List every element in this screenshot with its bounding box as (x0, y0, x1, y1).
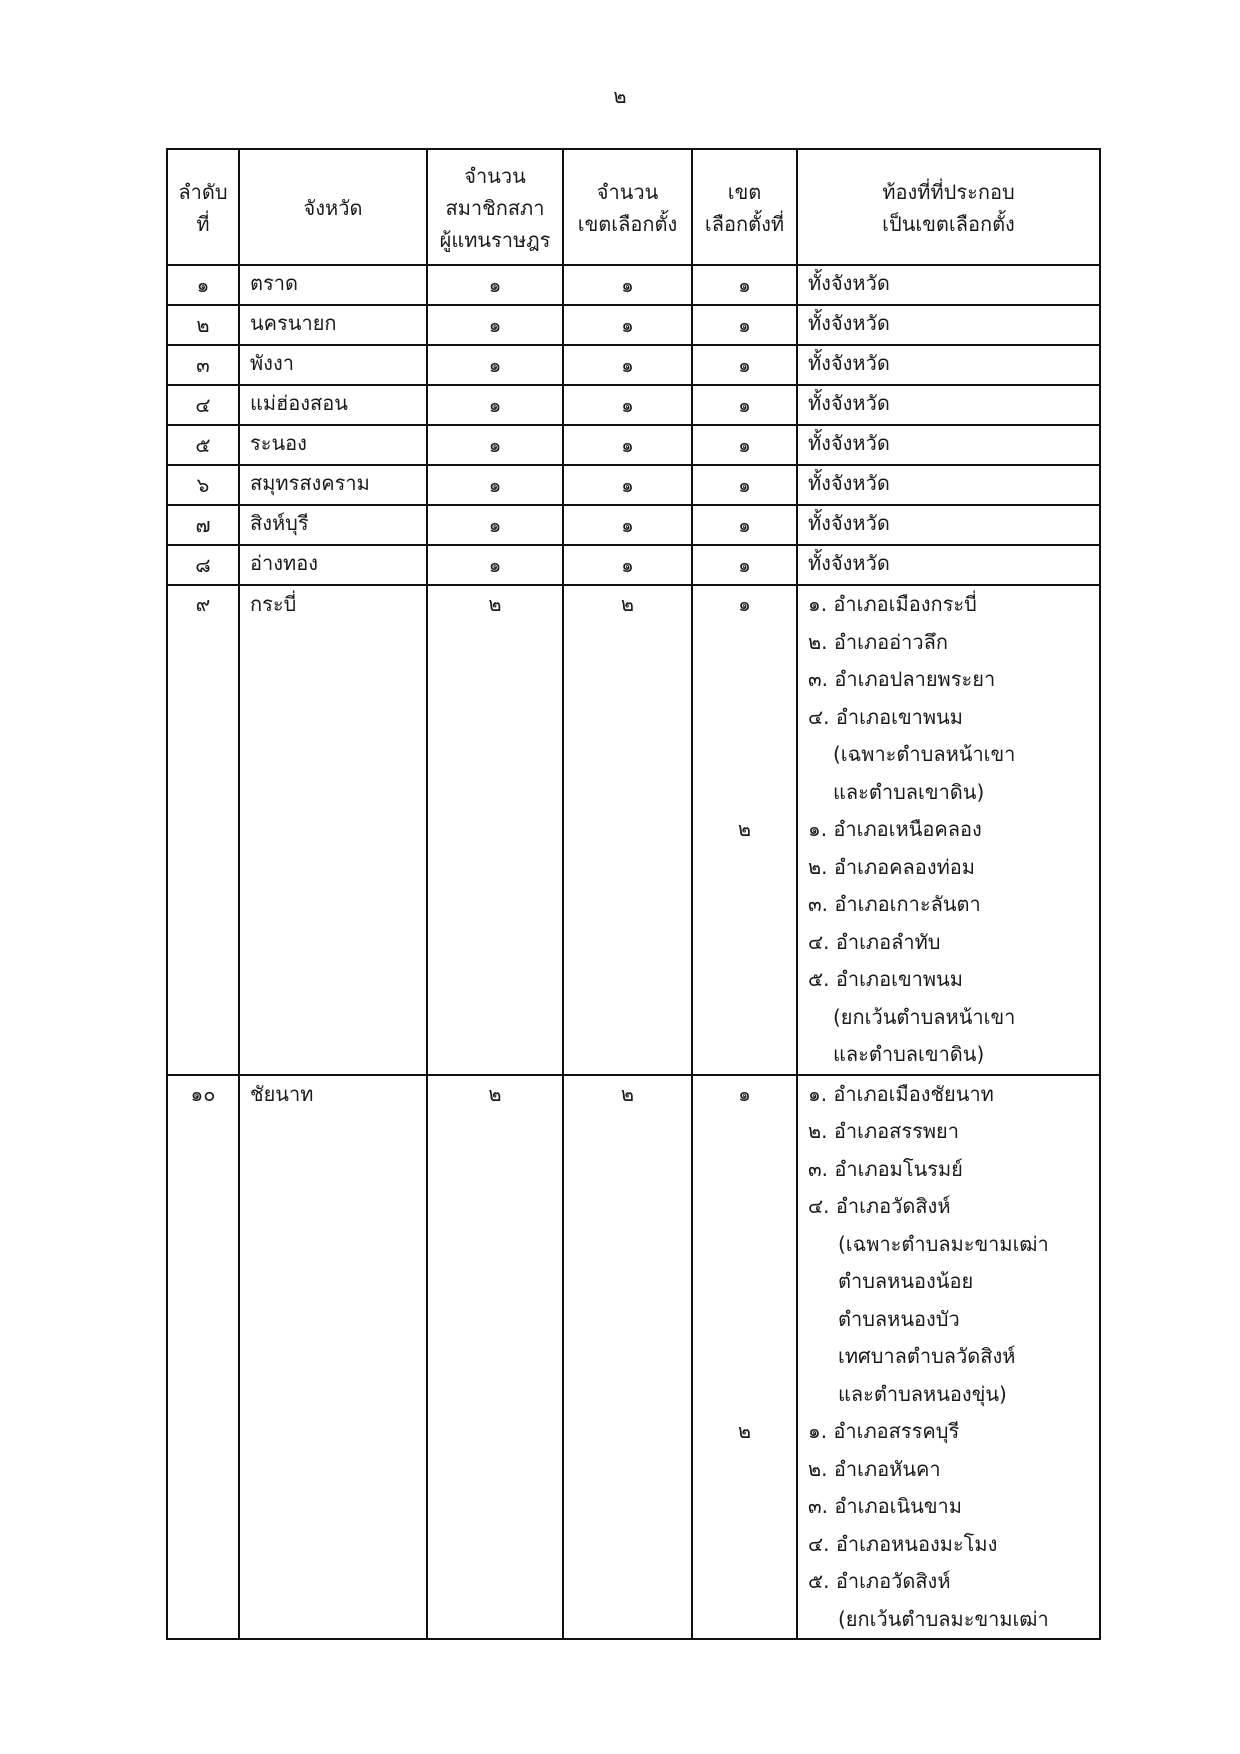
area-line: ตำบลหนองบัว (838, 1306, 960, 1331)
members-cell: ๒ (427, 585, 563, 1075)
districts-cell: ๑ (563, 465, 692, 505)
province-cell: สมุทรสงคราม (239, 465, 427, 505)
members-cell: ๑ (427, 425, 563, 465)
area-cell: ทั้งจังหวัด (797, 265, 1100, 305)
header-district-no: เขต เลือกตั้งที่ (692, 149, 797, 265)
area-cell: ทั้งจังหวัด (797, 545, 1100, 585)
districts-cell: ๒ (563, 585, 692, 1075)
members-cell: ๑ (427, 265, 563, 305)
province-cell: ตราด (239, 265, 427, 305)
members-cell: ๒ (427, 1075, 563, 1640)
area-cell: ทั้งจังหวัด (797, 345, 1100, 385)
order-cell: ๘ (167, 545, 239, 585)
table-row-krabi (167, 585, 1100, 1075)
province-cell: แม่ฮ่องสอน (239, 385, 427, 425)
district-no-cell: ๑ (692, 425, 797, 465)
district-no-cell: ๑ (692, 385, 797, 425)
area-line: ๔. อำเภอหนองมะโมง (808, 1531, 998, 1556)
area-line: ๓. อำเภอเกาะลันตา (808, 892, 981, 916)
area-line: ตำบลหนองน้อย (838, 1269, 974, 1293)
order-cell: ๖ (167, 465, 239, 505)
province-cell: นครนายก (239, 305, 427, 345)
district-no-cell: ๑ (692, 545, 797, 585)
area-line: ๑. อำเภอเมืองชัยนาท (808, 1081, 994, 1106)
province-cell: อ่างทอง (239, 545, 427, 585)
districts-cell: ๑ (563, 345, 692, 385)
area-line: ๑. อำเภอเมืองกระบี่ (808, 592, 977, 616)
districts-cell: ๒ (563, 1075, 692, 1640)
district-no-cell: ๑ (692, 505, 797, 545)
districts-cell: ๑ (563, 545, 692, 585)
area-cell: ทั้งจังหวัด (797, 465, 1100, 505)
area-line: ๑. อำเภอสรรคบุรี (808, 1419, 960, 1443)
district-no-cell: ๑ (692, 465, 797, 505)
header-row (167, 149, 1100, 265)
district-no-cell: ๑ ๒ (692, 585, 797, 1075)
area-line: (ยกเว้นตำบลมะขามเฒ่า (838, 1606, 1049, 1631)
members-cell: ๑ (427, 385, 563, 425)
province-cell: ระนอง (239, 425, 427, 465)
members-cell: ๑ (427, 505, 563, 545)
districts-cell: ๑ (563, 425, 692, 465)
header-members: จำนวน สมาชิกสภา ผู้แทนราษฎร (427, 149, 563, 265)
area-line: ๓. อำเภอมโนรมย์ (808, 1156, 963, 1181)
header-districts: จำนวน เขตเลือกตั้ง (563, 149, 692, 265)
order-cell: ๑๐ (167, 1075, 239, 1640)
header-area: ท้องที่ที่ประกอบ เป็นเขตเลือกตั้ง (797, 149, 1100, 265)
table-row-chainat (167, 1075, 1100, 1640)
order-cell: ๙ (167, 585, 239, 1075)
table-row (167, 385, 1100, 425)
province-cell: กระบี่ (239, 585, 427, 1075)
order-cell: ๒ (167, 305, 239, 345)
members-cell: ๑ (427, 465, 563, 505)
districts-cell: ๑ (563, 505, 692, 545)
area-cell (797, 1075, 1100, 1640)
districts-cell: ๑ (563, 265, 692, 305)
order-cell: ๗ (167, 505, 239, 545)
table-row (167, 465, 1100, 505)
table-row (167, 345, 1100, 385)
area-cell (797, 585, 1100, 1075)
area-line: ๒. อำเภอสรรพยา (808, 1119, 959, 1143)
district-no-cell: ๑ (692, 265, 797, 305)
area-line: และตำบลหนองขุ่น) (838, 1381, 1007, 1406)
districts-cell: ๑ (563, 385, 692, 425)
area-line: (เฉพาะตำบลหน้าเขา (833, 742, 1016, 766)
area-line: เทศบาลตำบลวัดสิงห์ (838, 1344, 1016, 1368)
table-row (167, 545, 1100, 585)
area-line: ๔. อำเภอลำทับ (808, 929, 941, 954)
area-line: ๕. อำเภอเขาพนม (808, 967, 963, 991)
order-cell: ๓ (167, 345, 239, 385)
table-row (167, 505, 1100, 545)
districts-cell: ๑ (563, 305, 692, 345)
area-line: ๕. อำเภอวัดสิงห์ (808, 1569, 951, 1593)
area-cell: ทั้งจังหวัด (797, 385, 1100, 425)
area-line: ๒. อำเภอคลองท่อม (808, 854, 975, 879)
area-cell: ทั้งจังหวัด (797, 505, 1100, 545)
order-cell: ๑ (167, 265, 239, 305)
area-line: ๓. อำเภอปลายพระยา (808, 667, 996, 691)
members-cell: ๑ (427, 345, 563, 385)
order-cell: ๕ (167, 425, 239, 465)
order-cell: ๔ (167, 385, 239, 425)
area-line: และตำบลเขาดิน) (833, 779, 985, 804)
area-line: ๑. อำเภอเหนือคลอง (808, 817, 982, 841)
district-no-cell: ๑ (692, 305, 797, 345)
district-no-cell: ๑ (692, 345, 797, 385)
header-province: จังหวัด (239, 149, 427, 265)
area-line: (ยกเว้นตำบลหน้าเขา (833, 1004, 1016, 1029)
province-cell: พังงา (239, 345, 427, 385)
header-order: ลำดับ ที่ (167, 149, 239, 265)
district-no-cell: ๑ ๒ (692, 1075, 797, 1640)
area-line: และตำบลเขาดิน) (833, 1042, 985, 1066)
area-line: ๓. อำเภอเนินขาม (808, 1494, 962, 1518)
table-row (167, 265, 1100, 305)
table-row (167, 305, 1100, 345)
area-cell: ทั้งจังหวัด (797, 425, 1100, 465)
province-cell: สิงห์บุรี (239, 505, 427, 545)
area-cell: ทั้งจังหวัด (797, 305, 1100, 345)
page-number: ๒ (613, 84, 627, 108)
area-line: ๔. อำเภอวัดสิงห์ (808, 1194, 951, 1218)
members-cell: ๑ (427, 305, 563, 345)
members-cell: ๑ (427, 545, 563, 585)
area-line: ๒. อำเภออ่าวลึก (808, 629, 949, 654)
area-line: ๒. อำเภอหันคา (808, 1456, 941, 1481)
constituency-table (166, 148, 1101, 1640)
area-line: (เฉพาะตำบลมะขามเฒ่า (838, 1231, 1049, 1256)
province-cell: ชัยนาท (239, 1075, 427, 1640)
area-line: ๔. อำเภอเขาพนม (808, 704, 963, 729)
table-row (167, 425, 1100, 465)
